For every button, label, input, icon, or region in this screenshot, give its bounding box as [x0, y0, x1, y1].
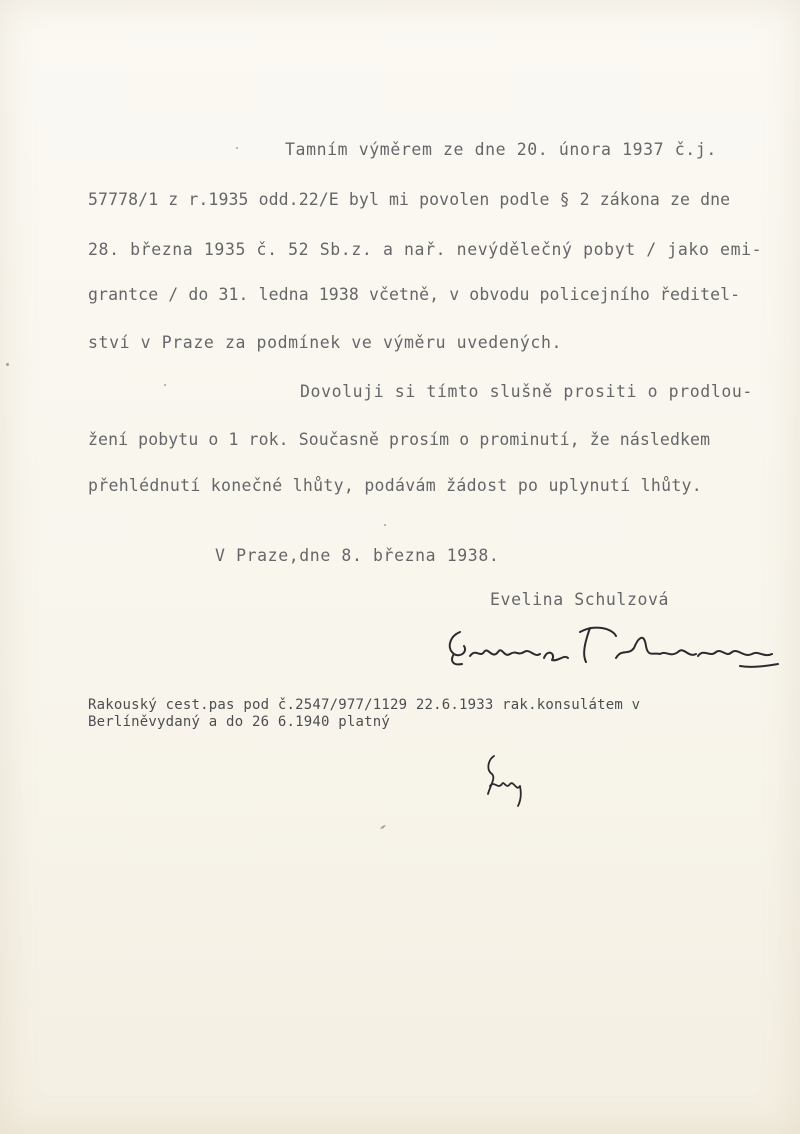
paper-speck — [164, 384, 166, 386]
footer-passport-line-1: Rakouský cest.pas pod č.2547/977/1129 22.6.1933 rak.konsulátem v — [88, 697, 641, 713]
letter-line-7: žení pobytu o 1 rok. Současně prosím o prominutí, že následkem — [88, 430, 711, 449]
letter-line-6: Dovoluji si tímto slušně prositi o prodlou- — [300, 382, 753, 401]
paper-speck — [6, 363, 9, 366]
paper-speck — [236, 147, 238, 149]
date-line: V Praze,dne 8. března 1938. — [215, 546, 500, 565]
letter-line-2: 57778/1 z r.1935 odd.22/E byl mi povolen podle § 2 zákona ze dne — [88, 190, 731, 209]
handwritten-initials — [480, 750, 530, 810]
letter-line-1: Tamním výměrem ze dne 20. února 1937 č.j. — [285, 140, 717, 159]
signer-name: Evelina Schulzová — [490, 590, 670, 609]
letter-line-4: grantce / do 31. ledna 1938 včetně, v obvodu policejního ředitel- — [88, 285, 741, 304]
letter-line-3: 28. března 1935 č. 52 Sb.z. a nař. nevýdělečný pobyt / jako emi- — [88, 240, 763, 259]
paper-speck — [384, 524, 386, 526]
handwritten-signature — [440, 618, 785, 678]
paper-speck — [380, 824, 386, 829]
letter-line-8: přehlédnutí konečné lhůty, podávám žádost po uplynutí lhůty. — [88, 476, 703, 495]
letter-line-5: ství v Praze za podmínek ve výměru uvedených. — [88, 333, 563, 352]
footer-passport-line-2: Berlíněvydaný a do 26 6.1940 platný — [88, 714, 391, 730]
